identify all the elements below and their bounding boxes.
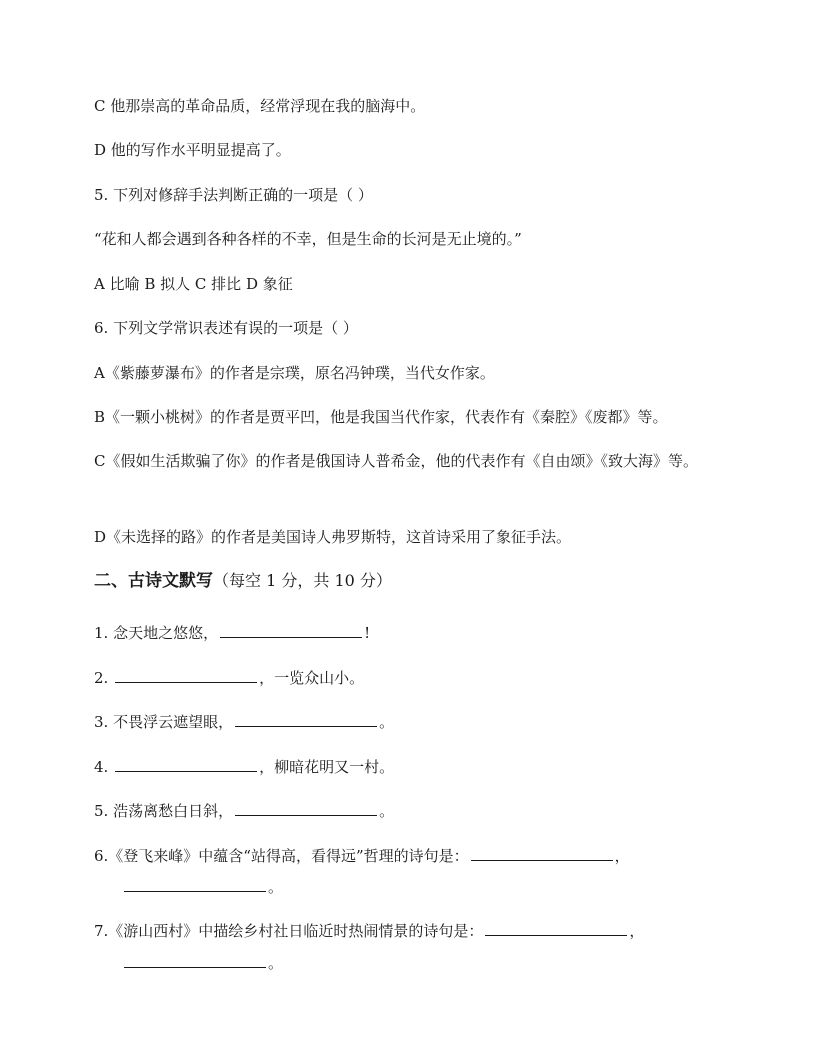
question-6-option-c: C《假如生活欺骗了你》的作者是俄国诗人普希金，他的代表作有《自由颂》《致大海》等。: [94, 452, 698, 470]
q6-answer-blank-1[interactable]: [471, 844, 613, 861]
dictation-q7: [94, 919, 644, 941]
q5-answer-blank[interactable]: [235, 799, 377, 816]
dictation-q7-continued: [122, 951, 283, 973]
q6-separator: ，: [614, 847, 630, 865]
option-d-line: D 他的写作水平明显提高了。: [94, 141, 291, 159]
q4-prompt: 4.: [94, 758, 114, 776]
dictation-q6-continued: [122, 875, 283, 897]
section-2-score-note: （每空 1 分，共 10 分）: [213, 571, 392, 590]
question-5-options: A 比喻 B 拟人 C 排比 D 象征: [94, 275, 293, 293]
dictation-q5: [94, 799, 394, 821]
question-6-option-b: B《一颗小桃树》的作者是贾平凹，他是我国当代作家，代表作有《秦腔》《废都》等。: [94, 408, 668, 426]
q4-answer-blank[interactable]: [115, 755, 257, 772]
q2-prompt: 2.: [94, 669, 114, 687]
q4-suffix: ，柳暗花明又一村。: [259, 758, 395, 776]
q7-suffix: 。: [268, 954, 284, 972]
q1-prompt: 1. 念天地之悠悠，: [94, 624, 219, 642]
q5-suffix: 。: [379, 802, 395, 820]
q2-answer-blank[interactable]: [115, 666, 257, 683]
q6-prompt: 6.《登飞来峰》中蕴含“站得高，看得远”哲理的诗句是：: [94, 847, 469, 865]
q7-prompt: 7.《游山西村》中描绘乡村社日临近时热闹情景的诗句是：: [94, 922, 484, 940]
q1-answer-blank[interactable]: [220, 621, 362, 638]
section-2-heading: [94, 571, 392, 591]
q6-suffix: 。: [268, 878, 284, 896]
option-c-line: C 他那崇高的革命品质，经常浮现在我的脑海中。: [94, 97, 426, 115]
q3-prompt: 3. 不畏浮云遮望眼，: [94, 713, 234, 731]
dictation-q4: [94, 755, 394, 777]
question-6-option-a: A《紫藤萝瀑布》的作者是宗璞，原名冯钟璞，当代女作家。: [94, 364, 495, 382]
question-5: 5. 下列对修辞手法判断正确的一项是（ ）: [94, 186, 373, 204]
dictation-q6: [94, 844, 630, 866]
q7-separator: ，: [629, 922, 645, 940]
section-2-title: 二、古诗文默写: [94, 571, 213, 591]
q7-answer-blank-1[interactable]: [485, 919, 627, 936]
question-6: 6. 下列文学常识表述有误的一项是（ ）: [94, 319, 358, 337]
q6-answer-blank-2[interactable]: [124, 875, 266, 892]
q5-prompt: 5. 浩荡离愁白日斜，: [94, 802, 234, 820]
q3-suffix: 。: [379, 713, 395, 731]
dictation-q2: [94, 666, 364, 688]
q3-answer-blank[interactable]: [235, 710, 377, 727]
dictation-q3: [94, 710, 394, 732]
q2-suffix: ，一览众山小。: [259, 669, 365, 687]
question-5-quote: “花和人都会遇到各种各样的不幸，但是生命的长河是无止境的。”: [94, 230, 522, 248]
dictation-q1: [94, 621, 370, 643]
q7-answer-blank-2[interactable]: [124, 951, 266, 968]
question-6-option-d: D《未选择的路》的作者是美国诗人弗罗斯特，这首诗采用了象征手法。: [94, 528, 572, 546]
q1-suffix: !: [364, 624, 371, 642]
